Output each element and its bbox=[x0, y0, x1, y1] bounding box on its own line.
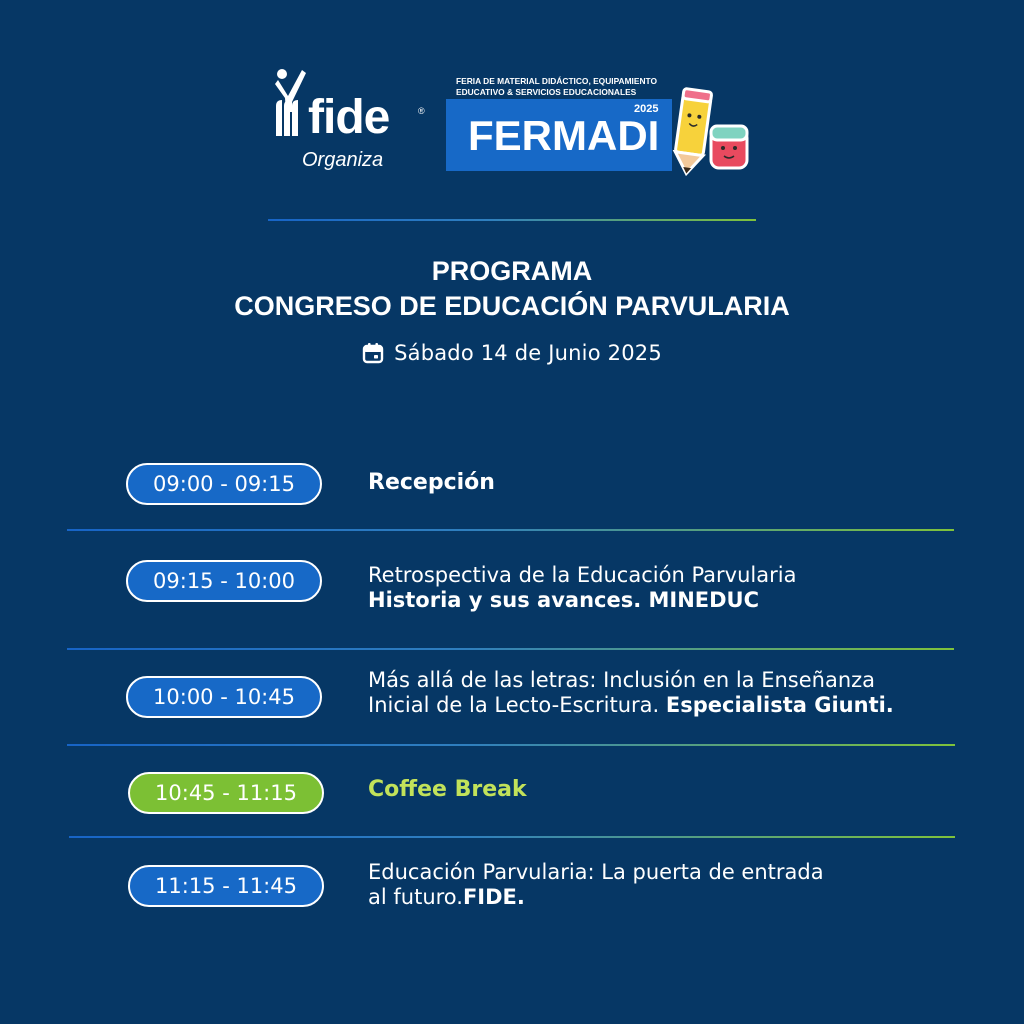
schedule-line: al futuro. bbox=[368, 885, 463, 909]
fide-logo bbox=[272, 66, 432, 174]
schedule-speaker: Historia y sus avances. MINEDUC bbox=[368, 588, 760, 612]
organiza-caption: Organiza bbox=[302, 149, 384, 171]
schedule-item-future bbox=[368, 860, 968, 910]
event-date-text: Sábado 14 de Junio 2025 bbox=[394, 341, 662, 365]
time-pill: 09:15 - 10:00 bbox=[126, 560, 322, 602]
fermadi-logo bbox=[446, 74, 756, 178]
row-divider bbox=[67, 529, 954, 531]
schedule-line: Inicial de la Lecto-Escritura. bbox=[368, 693, 666, 717]
schedule-line: Educación Parvularia: La puerta de entrada bbox=[368, 860, 824, 884]
schedule-item-coffee-break bbox=[368, 777, 968, 802]
schedule-line: Más allá de las letras: Inclusión en la Enseñanza bbox=[368, 668, 876, 692]
fermadi-name: FERMADI bbox=[468, 112, 660, 159]
row-divider bbox=[67, 744, 955, 746]
fermadi-tagline bbox=[456, 76, 706, 98]
schedule-speaker: Especialista Giunti. bbox=[665, 693, 894, 717]
schedule-line: Retrospectiva de la Educación Parvularia bbox=[368, 563, 797, 587]
congress-title: CONGRESO DE EDUCACIÓN PARVULARIA bbox=[234, 291, 790, 321]
row-divider bbox=[67, 648, 954, 650]
fermadi-tagline-line1: FERIA DE MATERIAL DIDÁCTICO, EQUIPAMIENTO bbox=[456, 76, 658, 86]
time-pill: 11:15 - 11:45 bbox=[128, 865, 324, 907]
schedule-item-lecto-escritura bbox=[368, 668, 968, 718]
schedule-item-reception bbox=[368, 470, 968, 495]
schedule-title: Recepción bbox=[368, 470, 495, 495]
time-pill: 09:00 - 09:15 bbox=[126, 463, 322, 505]
time-pill: 10:00 - 10:45 bbox=[126, 676, 322, 718]
schedule-speaker: FIDE. bbox=[462, 885, 525, 909]
fide-wordmark: fide bbox=[308, 91, 390, 144]
fermadi-year: 2025 bbox=[634, 103, 659, 115]
schedule-item-retrospective bbox=[368, 563, 968, 613]
header-divider bbox=[268, 219, 756, 221]
mascots-icon bbox=[671, 86, 755, 178]
row-divider bbox=[69, 836, 955, 838]
calendar-icon bbox=[362, 342, 384, 364]
fermadi-tagline-line2: EDUCATIVO & SERVICIOS EDUCACIONALES bbox=[456, 87, 637, 97]
time-pill-break: 10:45 - 11:15 bbox=[128, 772, 324, 814]
program-title: PROGRAMA bbox=[431, 256, 593, 286]
event-date bbox=[0, 338, 1024, 368]
schedule-title: Coffee Break bbox=[368, 777, 527, 802]
registered-mark: ® bbox=[418, 106, 425, 116]
